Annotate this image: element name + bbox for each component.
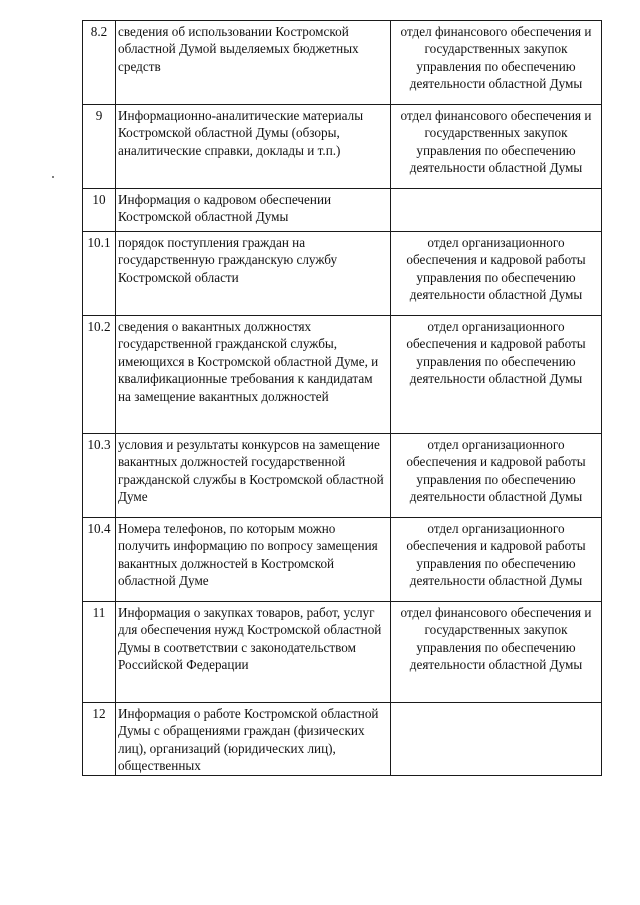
- row-responsible: [391, 703, 602, 776]
- row-description: Информация о кадровом обеспечении Костромской областной Думы: [116, 189, 391, 232]
- row-responsible: отдел финансового обеспечения и государственных закупок управления по обеспечению деятельности областной Думы: [391, 602, 602, 703]
- scan-artifact: [52, 176, 54, 178]
- row-number: 10.1: [83, 232, 116, 316]
- table-row: [83, 21, 602, 105]
- information-table: [82, 20, 602, 776]
- row-description: порядок поступления граждан на государственную гражданскую службу Костромской области: [116, 232, 391, 316]
- row-responsible: отдел организационного обеспечения и кадровой работы управления по обеспечению деятельности областной Думы: [391, 434, 602, 518]
- table-row: [83, 518, 602, 602]
- row-responsible: отдел организационного обеспечения и кадровой работы управления по обеспечению деятельности областной Думы: [391, 232, 602, 316]
- row-number: 10.4: [83, 518, 116, 602]
- table-row: [83, 105, 602, 189]
- table-row: [83, 602, 602, 703]
- row-description: Информация о закупках товаров, работ, услуг для обеспечения нужд Костромской областной Думы в соответствии с законодательством Российской Федерации: [116, 602, 391, 703]
- row-number: 10.2: [83, 316, 116, 434]
- row-description: сведения об использовании Костромской областной Думой выделяемых бюджетных средств: [116, 21, 391, 105]
- row-responsible: [391, 189, 602, 232]
- table-row: [83, 316, 602, 434]
- row-description: сведения о вакантных должностях государственной гражданской службы, имеющихся в Костромской областной Думе, и квалификационные требования к кандидатам на замещение вакантных должностей: [116, 316, 391, 434]
- row-number: 9: [83, 105, 116, 189]
- row-number: 12: [83, 703, 116, 776]
- row-description: Информационно-аналитические материалы Костромской областной Думы (обзоры, аналитические справки, доклады и т.п.): [116, 105, 391, 189]
- table-row: [83, 434, 602, 518]
- table-row: [83, 703, 602, 776]
- row-description: Номера телефонов, по которым можно получить информацию по вопросу замещения вакантных должностей в Костромской областной Думе: [116, 518, 391, 602]
- table-row: [83, 189, 602, 232]
- row-number: 10: [83, 189, 116, 232]
- row-responsible: отдел финансового обеспечения и государственных закупок управления по обеспечению деятельности областной Думы: [391, 21, 602, 105]
- table-row: [83, 232, 602, 316]
- row-number: 11: [83, 602, 116, 703]
- row-responsible: отдел финансового обеспечения и государственных закупок управления по обеспечению деятельности областной Думы: [391, 105, 602, 189]
- row-responsible: отдел организационного обеспечения и кадровой работы управления по обеспечению деятельности областной Думы: [391, 518, 602, 602]
- row-number: 8.2: [83, 21, 116, 105]
- row-description: Информация о работе Костромской областной Думы с обращениями граждан (физических лиц), организаций (юридических лиц), общественных: [116, 703, 391, 776]
- row-description: условия и результаты конкурсов на замещение вакантных должностей государственной гражданской службы в Костромской областной Думе: [116, 434, 391, 518]
- row-responsible: отдел организационного обеспечения и кадровой работы управления по обеспечению деятельности областной Думы: [391, 316, 602, 434]
- row-number: 10.3: [83, 434, 116, 518]
